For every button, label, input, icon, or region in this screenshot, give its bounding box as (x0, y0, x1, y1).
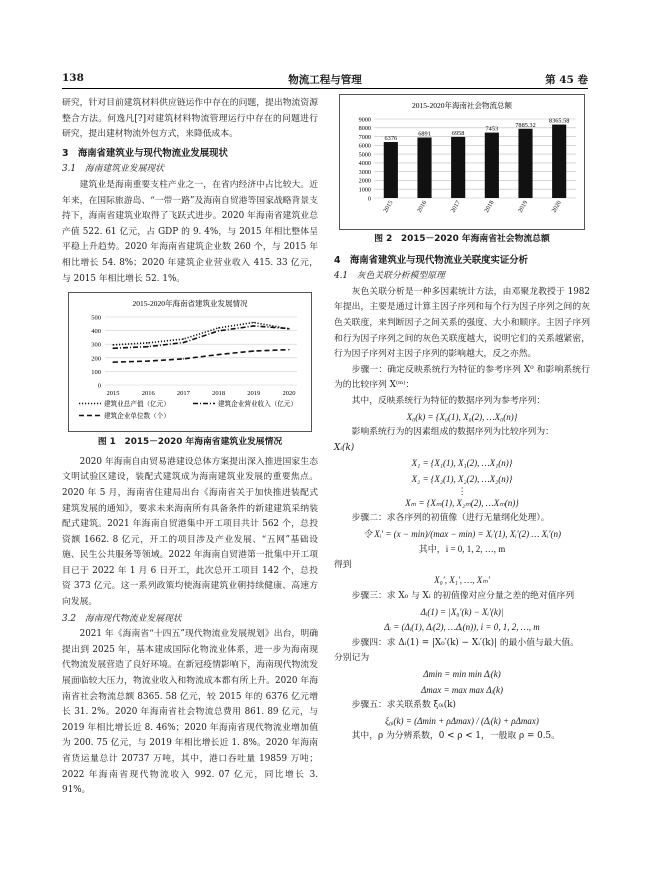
equation: Xₘ = {Xₘ(1), X₂ₘ(2), …Xₘ(n)} (405, 497, 519, 508)
page-number: 138 (62, 72, 84, 84)
y-tick-label: 3000 (358, 168, 371, 176)
y-tick-label: 0 (367, 195, 371, 203)
y-tick-label: 5000 (358, 151, 371, 159)
data-label: 7453 (485, 125, 499, 133)
bar (384, 142, 398, 198)
left-column (62, 96, 318, 799)
data-point (288, 328, 289, 329)
intro-paragraph: 研究，针对目前建筑材料供应链运作中存在的问题，提出物流资源整合方法。何逸凡[?]对建筑材料物流管理运行中存在的问题进行研究，提出建材物流外包方式，来降低成本。 (62, 98, 318, 140)
x-tick-label: 2016 (415, 199, 429, 214)
data-label: 8365.58 (548, 117, 570, 125)
figure-caption: 图 1 2015－2020 年海南省建筑业发展情况 (97, 437, 283, 448)
data-point (148, 361, 149, 362)
y-tick-label: 6000 (358, 142, 371, 150)
section-heading: 3 海南省建筑业与现代物流业发展现状 (62, 147, 228, 159)
equation: Δᵢ = (Δᵢ(1), Δᵢ(2), …Δᵢ(n)), i = 0, 1, 2, …, m (384, 622, 540, 633)
legend-label: 建筑业总产值（亿元） (104, 401, 170, 409)
subsection-heading: 3.1 海南建筑业发展现状 (62, 164, 164, 175)
x-tick-label: 2020 (282, 390, 296, 398)
bar (552, 125, 566, 198)
step-2: 步骤二：求各序列的初值像（进行无量纲化处理）。 (351, 513, 550, 524)
data-point (183, 342, 184, 343)
bar (518, 129, 532, 198)
equation: Δmin = min min Δᵢ(k) (423, 669, 501, 680)
equation-note: 其中，i = 0, 1, 2, …, m (418, 544, 506, 555)
figure-caption: 图 2 2015－2020 年海南省社会物流总额 (374, 234, 550, 244)
step-1: 步骤一：确定反映系统行为特征的参考序列 X⁰ 和影响系统行为的比较序列 X⁽ᵐ⁾： (334, 364, 590, 391)
y-tick-label: 9000 (358, 116, 371, 124)
data-label: 6891 (418, 130, 431, 138)
paragraph: 2021 年《海南省“十四五”现代物流业发展规划》出台，明确提出到 2025 年，基本建成国际化物流业体系，进一步为海南现代物流发展营造了良好环境。在新冠疫情影响下，海南现代物流发展面临较大压力，物流业收入和物流成本都有所上升。2020 年海南省社会物流总额 8365. 58 亿元，较 2015 年的 6376 亿元增长 31. 2%。2020 年海南省社会物流总费用 861. 89 亿元，与 2019 年相比增长近 8. 46%；2020 年海南省现代物流业增加值为 200. 75 亿元，与 2019 年相比增长近 1. 8%。2020 年海南省货运量总计 20737 万吨，其中，港口吞吐量 19859 万吨；2022 年海南省现代物流收入 992. 07 亿元，同比增长 3. 91%。 (62, 629, 318, 796)
x-tick-label: 2019 (247, 390, 261, 398)
series-line (113, 323, 289, 345)
data-point (112, 344, 113, 345)
legend-label: 建筑企业营业收入（亿元） (218, 401, 298, 409)
y-tick-label: 500 (91, 314, 101, 322)
equation: Δmax = max max Δᵢ(k) (420, 684, 504, 695)
equation: X₂ = {X₂(1), X₂(2), …X₂(n)} (411, 473, 513, 484)
vertical-ellipsis: ⋮ (457, 486, 467, 497)
y-tick-label: 400 (91, 328, 101, 336)
x-tick-label: 2017 (449, 199, 462, 214)
step-3: 步骤三：求 X₀ 与 Xᵢ 的初值像对应分量之差的绝对值序列 (351, 591, 575, 602)
right-column (334, 94, 590, 745)
legend-label: 建筑企业单位数（个） (104, 413, 170, 421)
paragraph: 得到 (334, 559, 352, 570)
data-label: 6958 (451, 129, 465, 137)
equation: X₁ = {X₁(1), X₁(2), …X₁(n)} (411, 458, 513, 469)
data-label: 7885.32 (515, 121, 536, 129)
data-point (218, 327, 219, 328)
y-tick-label: 0 (97, 382, 101, 390)
chart-title: 2015-2020年海南社会物流总额 (412, 101, 512, 110)
bar-chart (340, 95, 584, 229)
running-header (62, 72, 588, 88)
volume-label: 第 45 卷 (545, 74, 588, 86)
paragraph: 其中，反映系统行为特征的数据序列为参考序列： (351, 395, 546, 406)
data-point (112, 362, 113, 363)
paragraph: 其中，ρ 为分辨系数，0 < ρ < 1，一般取 ρ = 0.5。 (351, 731, 560, 742)
x-tick-label: 2016 (141, 390, 155, 398)
data-point (148, 342, 149, 343)
paragraph: 2020 年海南自由贸易港建设总体方案提出深入推进国家生态文明试验区建设，装配式建筑成为海南建筑业发展的重要焦点。2020 年 5 月，海南省住建局出台《海南省关于加快推进装配式建筑发展的通知》，要求未来海南所有具备条件的新建建筑采纳装配式建筑。2021 年海南自贸港集中开工项目共计 562 个，总投资额 1662. 8 亿元，开工的项目涉及产业发展、“五网”基础设施、民生公共服务等领域。2022 年海南自贸港第一批集中开工项目已于 2022 年 1 月 6 日开工，此次总开工项目 142 个，总投资 373 亿元。这一系列政策均使海南建筑业朝持续健康、高速方向发展。 (62, 456, 318, 608)
step-4: 步骤四：求 Δᵢ(1) = |X₀′(k) − Xᵢ′(k)| 的最小值与最大值。 (351, 637, 579, 648)
section-heading: 4 海南省建筑业与现代物流业关联度实证分析 (334, 254, 529, 266)
data-point (253, 351, 254, 352)
y-tick-label: 300 (91, 341, 101, 349)
figure-1 (68, 292, 312, 432)
y-tick-label: 7000 (358, 133, 371, 141)
equation: X₀′, X₁′, …, Xₘ′ (434, 575, 490, 586)
data-point (218, 330, 219, 331)
symbol-line: Xᵢ(k) (334, 442, 355, 453)
x-tick-label: 2015 (106, 390, 120, 398)
data-point (218, 354, 219, 355)
data-label: 6376 (384, 135, 398, 143)
paragraph: 建筑业是海南重要支柱产业之一，在省内经济中占比较大。近年来，在国际旅游岛、“一带一路”及海南自贸港等国家战略背景支持下，海南省建筑业取得了飞跃式进步。2020 年海南省建筑业总产值 522. 61 亿元，占 GDP 的 9. 4%，与 2015 年相比整体呈平稳上升趋势。2020 年海南省建筑企业数 260 个，与 2015 年相比增长 54. 8%；2020 年建筑企业营业收入 415. 33 亿元，与 2015 年相比增长 52. 1%。 (62, 179, 318, 284)
bar (451, 137, 465, 198)
equation: Δᵢ(1) = |X₀′(k) − Xᵢ′(k)| (420, 606, 504, 617)
x-tick-label: 2020 (550, 199, 563, 214)
y-tick-label: 100 (91, 369, 101, 377)
bar (417, 138, 431, 198)
y-tick-label: 2000 (358, 177, 371, 185)
x-tick-label: 2019 (516, 199, 530, 214)
equation: X₀(k) = {X₀(1), X₀(2), …X₀(n)} (406, 411, 518, 422)
x-tick-label: 2018 (483, 199, 496, 214)
data-point (253, 326, 254, 327)
series-line (113, 350, 289, 363)
paragraph: 影响系统行为的因素组成的数据序列为比较序列为： (351, 427, 554, 438)
data-point (288, 349, 289, 350)
data-point (183, 339, 184, 340)
journal-name: 物流工程与管理 (288, 74, 362, 86)
bar (485, 133, 499, 198)
data-point (253, 322, 254, 323)
header-rule (62, 88, 588, 89)
equation: 令 Xᵢ′ = (x − min)/(max − min) = Xᵢ′(1), Xᵢ′(2) … Xᵢ′(n) (362, 528, 562, 539)
paragraph: 灰色关联分析是一种多因素统计方法，由邓聚龙教授于 1982 年提出，主要是通过计算主因子序列和每个行为因子序列之间的灰色关联度，来判断因子之间关系的强度、大小和顺序。主因子序列和行为因子序列之间的灰色关联度越大，说明它们的关系越紧密，行为因子序列对主因子序列的影响越大，反之亦然。 (334, 286, 590, 360)
line-chart (69, 293, 311, 431)
step-5: 步骤五：求关联系数 ξ₀ᵢ(k) (351, 700, 456, 711)
y-tick-label: 8000 (358, 125, 371, 133)
x-tick-label: 2015 (382, 199, 395, 214)
subsection-heading: 4.1 灰色关联分析模型原理 (334, 271, 445, 282)
subsection-heading: 3.2 海南现代物流业发展现状 (62, 613, 182, 624)
data-point (183, 358, 184, 359)
data-point (148, 346, 149, 347)
x-tick-label: 2018 (212, 390, 226, 398)
series-line (113, 326, 289, 348)
figure-2 (339, 94, 585, 230)
y-tick-label: 1000 (358, 186, 371, 194)
y-tick-label: 4000 (358, 160, 371, 168)
paragraph: 分别记为 (334, 653, 370, 664)
y-tick-label: 200 (91, 355, 101, 363)
equation: ξ₀ᵢ(k) = (Δmin + ρΔmax) / (Δᵢ(k) + ρΔmax) (385, 715, 539, 726)
chart-title: 2015-2020年海南省建筑业发展情况 (132, 299, 248, 309)
data-point (112, 348, 113, 349)
x-tick-label: 2017 (176, 390, 190, 398)
